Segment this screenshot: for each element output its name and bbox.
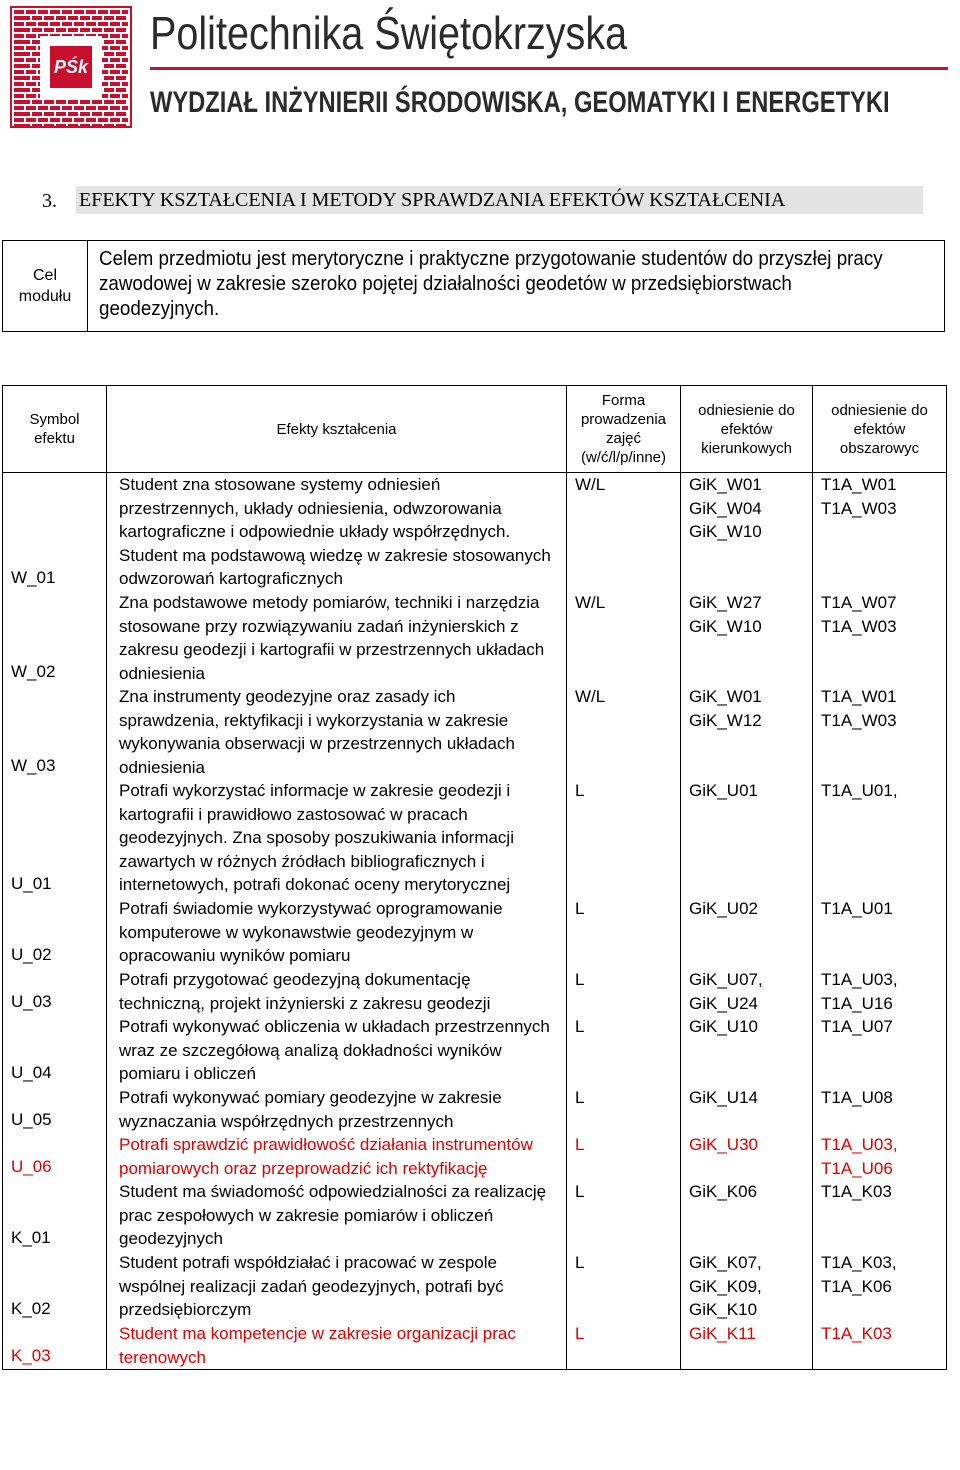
area-ref-value: T1A_K03 bbox=[821, 1324, 892, 1343]
area-ref-value: T1A_W03 bbox=[821, 710, 897, 730]
directional-ref-value: GiK_K11 bbox=[689, 1324, 756, 1343]
effect-symbol: W_02 bbox=[11, 662, 56, 681]
effect-symbol: U_01 bbox=[11, 874, 52, 893]
university-logo bbox=[10, 6, 132, 128]
form-column bbox=[567, 473, 681, 1370]
form-code bbox=[567, 591, 680, 685]
faculty-name: WYDZIAŁ INŻYNIERII ŚRODOWISKA, GEOMATYKI I ENERGETYKI bbox=[150, 86, 890, 119]
module-goal-text: Celem przedmiotu jest merytoryczne i praktyczne przygotowanie studentów do przyszłej pracy zawodowej w zakresie szeroko pojętej działalności geodetów w przedsiębiorstwach geodezyjnych. bbox=[99, 248, 883, 320]
effect-symbol: U_04 bbox=[11, 1063, 52, 1082]
area-ref bbox=[813, 685, 946, 779]
directional-ref bbox=[681, 685, 812, 779]
directional-ref-value: GiK_U07, bbox=[689, 970, 763, 989]
effect-symbol: K_03 bbox=[11, 1346, 51, 1365]
form-code bbox=[567, 1180, 680, 1251]
goal-label-line2: modułu bbox=[18, 288, 72, 305]
directional-ref bbox=[681, 779, 812, 897]
area-ref-value: T1A_U08 bbox=[821, 1088, 893, 1107]
header-effects: Efekty kształcenia bbox=[107, 386, 567, 473]
directional-ref bbox=[681, 1180, 812, 1251]
form-code bbox=[567, 1251, 680, 1322]
area-ref-value: T1A_U03, bbox=[821, 970, 898, 989]
directional-ref-column bbox=[681, 473, 813, 1370]
effects-column bbox=[107, 473, 567, 1370]
effect-description: Student ma kompetencje w zakresie organizacji prac terenowych bbox=[119, 1324, 516, 1367]
area-ref-value: T1A_K06 bbox=[821, 1276, 892, 1296]
effect-symbol: W_01 bbox=[11, 568, 56, 587]
directional-ref bbox=[681, 968, 812, 1015]
effect-symbol: K_01 bbox=[11, 1228, 51, 1247]
directional-ref-value: GiK_W01 bbox=[689, 475, 762, 494]
form-code bbox=[567, 897, 680, 968]
effect-symbol: U_05 bbox=[11, 1110, 52, 1129]
area-ref bbox=[813, 897, 946, 968]
area-ref-value: T1A_U06 bbox=[821, 1158, 893, 1178]
form-code bbox=[567, 1086, 680, 1133]
area-ref-value: T1A_K03, bbox=[821, 1253, 897, 1272]
section-title: EFEKTY KSZTAŁCENIA I METODY SPRAWDZANIA EFEKTÓW KSZTAŁCENIA bbox=[76, 186, 923, 214]
area-ref bbox=[813, 1180, 946, 1251]
learning-outcomes-table bbox=[2, 385, 947, 1370]
effect-symbol: U_03 bbox=[11, 992, 52, 1011]
form-code-value: L bbox=[575, 1017, 585, 1036]
directional-ref-value: GiK_W01 bbox=[689, 687, 762, 706]
area-ref bbox=[813, 1251, 946, 1322]
form-code-value: L bbox=[575, 781, 585, 800]
effect-description: Student zna stosowane systemy odniesień przestrzennych, układy odniesienia, odwzorowania kartograficzne i odpowiednie układy współrzędnych. Student ma podstawową wiedzę w zakresie stosowanych odwzorowań kartograficznych bbox=[119, 475, 551, 588]
area-ref bbox=[813, 1322, 946, 1369]
directional-ref bbox=[681, 1086, 812, 1133]
form-code bbox=[567, 473, 680, 591]
directional-ref-value: GiK_U02 bbox=[689, 899, 758, 918]
area-ref-value: T1A_W01 bbox=[821, 687, 897, 706]
area-ref bbox=[813, 968, 946, 1015]
logo-text: PŚk bbox=[53, 57, 89, 77]
form-code-value: L bbox=[575, 970, 585, 989]
effect-description: Potrafi wykorzystać informacje w zakresie geodezji i kartografii i prawidłowo zastosować w pracach geodezyjnych. Zna sposoby poszukiwania informacji zawartych w różnych źródłach bibliograficznych i internetowych, potrafi dokonać oceny merytorycznej bbox=[119, 781, 514, 894]
area-ref-value: T1A_U16 bbox=[821, 993, 893, 1013]
area-ref-value: T1A_U01 bbox=[821, 899, 893, 918]
section-number: 3. bbox=[42, 190, 57, 212]
header-area-reference: odniesienie do efektów obszarowyc bbox=[813, 386, 947, 473]
directional-ref-value: GiK_K07, bbox=[689, 1253, 762, 1272]
area-ref bbox=[813, 473, 946, 591]
directional-ref bbox=[681, 473, 812, 591]
form-code-value: L bbox=[575, 1253, 585, 1272]
form-code-value: W/L bbox=[575, 687, 606, 706]
effect-description: Student potrafi współdziałać i pracować w zespole wspólnej realizacji zadań geodezyjnych, potrafi być przedsiębiorczym bbox=[119, 1253, 504, 1319]
area-ref-value: T1A_K03 bbox=[821, 1182, 892, 1201]
area-ref-value: T1A_U03, bbox=[821, 1135, 898, 1154]
directional-ref-value: GiK_K09, bbox=[689, 1276, 762, 1296]
area-ref bbox=[813, 1086, 946, 1133]
area-ref-value: T1A_W03 bbox=[821, 498, 897, 518]
table-body-row bbox=[3, 473, 947, 1370]
directional-ref-value: GiK_W04 bbox=[689, 498, 762, 518]
effect-description: Potrafi świadomie wykorzystywać oprogramowanie komputerowe w wykonawstwie geodezyjnym w opracowaniu wyników pomiaru bbox=[119, 899, 503, 965]
directional-ref-value: GiK_U30 bbox=[689, 1135, 758, 1154]
directional-ref-value: GiK_W12 bbox=[689, 710, 762, 730]
header-symbol: Symbol efektu bbox=[3, 386, 107, 473]
directional-ref-value: GiK_W27 bbox=[689, 593, 762, 612]
form-code-value: L bbox=[575, 899, 585, 918]
table-header-row bbox=[3, 386, 947, 473]
form-code-value: L bbox=[575, 1135, 585, 1154]
directional-ref-value: GiK_U10 bbox=[689, 1017, 758, 1036]
module-goal-label bbox=[3, 241, 88, 331]
effect-symbol: K_02 bbox=[11, 1299, 51, 1318]
form-code-value: L bbox=[575, 1324, 585, 1343]
area-ref bbox=[813, 1133, 946, 1180]
form-code bbox=[567, 1133, 680, 1180]
form-code-value: L bbox=[575, 1182, 585, 1201]
effect-description: Potrafi wykonywać pomiary geodezyjne w zakresie wyznaczania współrzędnych przestrzennych bbox=[119, 1088, 502, 1131]
effect-description: Zna instrumenty geodezyjne oraz zasady ich sprawdzenia, rektyfikacji i wykorzystania w zakresie wykonywania obserwacji w przestrzennych układach odniesienia bbox=[119, 687, 515, 777]
form-code-value: L bbox=[575, 1088, 585, 1107]
area-ref-value: T1A_U01, bbox=[821, 781, 898, 800]
area-ref bbox=[813, 1015, 946, 1086]
header-form: Forma prowadzenia zajęć (w/ć/l/p/inne) bbox=[567, 386, 681, 473]
directional-ref bbox=[681, 591, 812, 685]
form-code-value: W/L bbox=[575, 593, 606, 612]
effect-description: Zna podstawowe metody pomiarów, techniki i narzędzia stosowane przy rozwiązywaniu zadań inżynierskich z zakresu geodezji i kartografii w przestrzennych układach odniesienia bbox=[119, 593, 545, 683]
header-directional-reference: odniesienie do efektów kierunkowych bbox=[681, 386, 813, 473]
directional-ref-value: GiK_W10 bbox=[689, 522, 762, 541]
form-code bbox=[567, 1015, 680, 1086]
directional-ref-value: GiK_K06 bbox=[689, 1182, 758, 1201]
directional-ref-value: GiK_U14 bbox=[689, 1088, 758, 1107]
directional-ref bbox=[681, 1015, 812, 1086]
effect-description: Student ma świadomość odpowiedzialności za realizację prac zespołowych w zakresie pomiarów i obliczeń geodezyjnych bbox=[119, 1182, 547, 1248]
area-ref-value: T1A_U07 bbox=[821, 1017, 893, 1036]
directional-ref-value: GiK_K10 bbox=[689, 1300, 758, 1319]
area-ref-value: T1A_W03 bbox=[821, 616, 897, 636]
directional-ref-value: GiK_U01 bbox=[689, 781, 758, 800]
area-ref-column bbox=[813, 473, 947, 1370]
symbols-column bbox=[3, 473, 107, 1370]
directional-ref bbox=[681, 1251, 812, 1322]
form-code bbox=[567, 1322, 680, 1369]
effect-description: Potrafi przygotować geodezyjną dokumentację techniczną, projekt inżynierski z zakresu geodezji bbox=[119, 970, 491, 1013]
effect-symbol: W_03 bbox=[11, 756, 56, 775]
directional-ref bbox=[681, 1133, 812, 1180]
area-ref bbox=[813, 779, 946, 897]
form-code bbox=[567, 779, 680, 897]
effect-symbol: U_02 bbox=[11, 945, 52, 964]
form-code bbox=[567, 685, 680, 779]
effect-symbol: U_06 bbox=[11, 1157, 52, 1176]
goal-label-line1: Cel bbox=[32, 267, 57, 284]
directional-ref bbox=[681, 897, 812, 968]
area-ref-value: T1A_W01 bbox=[821, 475, 897, 494]
area-ref bbox=[813, 591, 946, 685]
effect-description: Potrafi wykonywać obliczenia w układach przestrzennych wraz ze szczegółową analizą dokładności wyników pomiaru i obliczeń bbox=[119, 1017, 550, 1083]
header-divider bbox=[150, 67, 948, 70]
directional-ref-value: GiK_W10 bbox=[689, 616, 762, 636]
form-code bbox=[567, 968, 680, 1015]
form-code-value: W/L bbox=[575, 475, 606, 494]
directional-ref bbox=[681, 1322, 812, 1369]
directional-ref-value: GiK_U24 bbox=[689, 993, 758, 1013]
module-goal-box bbox=[2, 240, 945, 332]
area-ref-value: T1A_W07 bbox=[821, 593, 897, 612]
effect-description: Potrafi sprawdzić prawidłowość działania instrumentów pomiarowych oraz przeprowadzić ich rektyfikację bbox=[119, 1135, 533, 1178]
university-name: Politechnika Świętokrzyska bbox=[150, 7, 628, 59]
